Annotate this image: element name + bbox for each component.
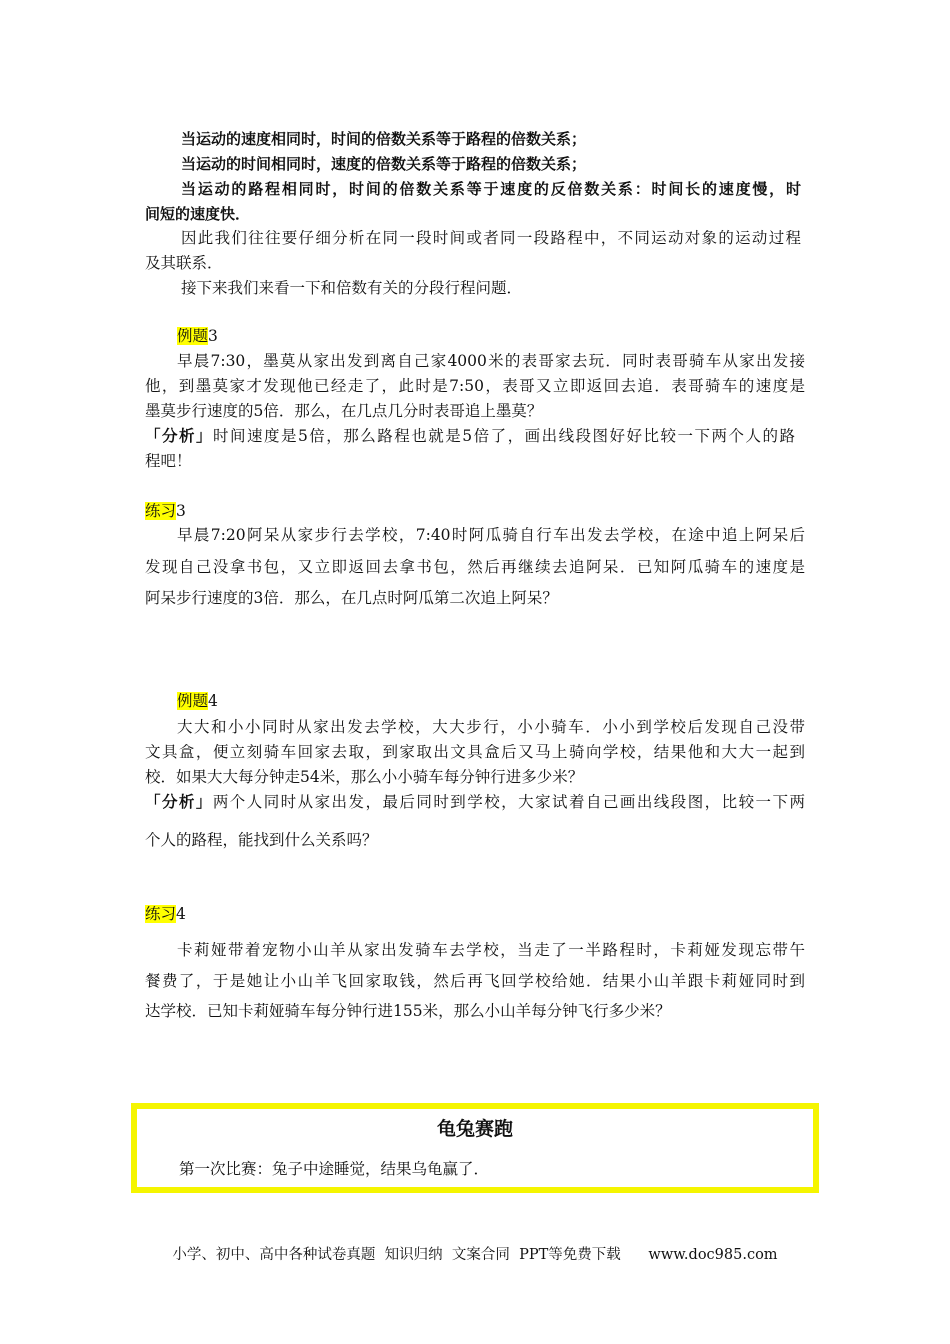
page-footer: 小学、初中、高中各种试卷真题 知识归纳 文案合同 PPT等免费下载 www.doc985.com bbox=[172, 1247, 778, 1263]
example4-analysis-line1 bbox=[145, 791, 805, 813]
example3-heading bbox=[177, 325, 218, 347]
practice4-line1: 卡莉娅带着宠物小山羊从家出发骑车去学校，当走了一半路程时，卡莉娅发现忘带午 bbox=[177, 941, 805, 959]
rule-distance-same-line1: 当运动的路程相同时，时间的倍数关系等于速度的反倍数关系：时间长的速度慢，时 bbox=[181, 180, 801, 198]
example3-analysis-text: 时间速度是5倍，那么路程也就是5倍了，画出线段图好好比较一下两个人的路 bbox=[212, 427, 795, 445]
practice4-heading bbox=[145, 903, 186, 925]
rule-time-same: 当运动的时间相同时，速度的倍数关系等于路程的倍数关系； bbox=[181, 155, 587, 173]
practice3-line2: 发现自己没拿书包，又立即返回去拿书包，然后再继续去追阿呆．已知阿瓜骑车的速度是 bbox=[145, 558, 805, 576]
rule-speed-same: 当运动的速度相同时，时间的倍数关系等于路程的倍数关系； bbox=[181, 130, 587, 148]
rule-distance-same-line2: 间短的速度快． bbox=[145, 205, 251, 223]
practice3-line3: 阿呆步行速度的3倍．那么，在几点时阿瓜第二次追上阿呆？ bbox=[145, 589, 558, 607]
intro-paragraph-line1: 因此我们往往要仔细分析在同一段时间或者同一段路程中，不同运动对象的运动过程 bbox=[181, 229, 801, 247]
practice4-number: 4 bbox=[176, 905, 186, 923]
practice3-heading bbox=[145, 500, 186, 522]
example3-line3: 墨莫步行速度的5倍．那么，在几点几分时表哥追上墨莫？ bbox=[145, 402, 543, 420]
practice3-label: 练习 bbox=[145, 502, 177, 520]
story-text: 第一次比赛：兔子中途睡觉，结果乌龟赢了． bbox=[179, 1160, 490, 1178]
example4-heading bbox=[177, 690, 218, 712]
practice3-number: 3 bbox=[176, 502, 186, 520]
intro-transition: 接下来我们来看一下和倍数有关的分段行程问题． bbox=[181, 279, 523, 297]
practice4-line2: 餐费了，于是她让小山羊飞回家取钱，然后再飞回学校给她．结果小山羊跟卡莉娅同时到 bbox=[145, 972, 805, 990]
example4-label: 例题 bbox=[177, 692, 209, 710]
practice4-label: 练习 bbox=[145, 905, 177, 923]
example3-analysis-line1 bbox=[145, 425, 795, 447]
example3-label: 例题 bbox=[177, 327, 209, 345]
example4-analysis-text: 两个人同时从家出发，最后同时到学校，大家试着自己画出线段图，比较一下两 bbox=[212, 793, 805, 811]
example4-line2: 文具盒，便立刻骑车回家去取，到家取出文具盒后又马上骑向学校，结果他和大大一起到 bbox=[145, 743, 805, 761]
example4-number: 4 bbox=[208, 692, 218, 710]
example3-line2: 他，到墨莫家才发现他已经走了，此时是7:50，表哥又立即返回去追．表哥骑车的速度是 bbox=[145, 377, 805, 395]
practice3-line1: 早晨7:20阿呆从家步行去学校，7:40时阿瓜骑自行车出发去学校，在途中追上阿呆后 bbox=[177, 526, 805, 544]
example3-analysis-label: 「分析」 bbox=[145, 427, 213, 445]
example3-number: 3 bbox=[208, 327, 218, 345]
example3-line1: 早晨7:30，墨莫从家出发到离自己家4000米的表哥家去玩．同时表哥骑车从家出发接 bbox=[177, 352, 805, 370]
story-title: 龟兔赛跑 bbox=[436, 1118, 513, 1140]
intro-paragraph-line2: 及其联系． bbox=[145, 254, 223, 272]
example4-line1: 大大和小小同时从家出发去学校，大大步行，小小骑车．小小到学校后发现自己没带 bbox=[177, 718, 805, 736]
example4-analysis-line2: 个人的路程，能找到什么关系吗？ bbox=[145, 831, 378, 849]
example4-analysis-label: 「分析」 bbox=[145, 793, 213, 811]
example3-analysis-line2: 程吧！ bbox=[145, 452, 192, 470]
practice4-line3: 达学校．已知卡莉娅骑车每分钟行进155米，那么小山羊每分钟飞行多少米？ bbox=[145, 1002, 671, 1020]
example4-line3: 校．如果大大每分钟走54米，那么小小骑车每分钟行进多少米？ bbox=[145, 768, 584, 786]
story-box bbox=[131, 1103, 819, 1193]
